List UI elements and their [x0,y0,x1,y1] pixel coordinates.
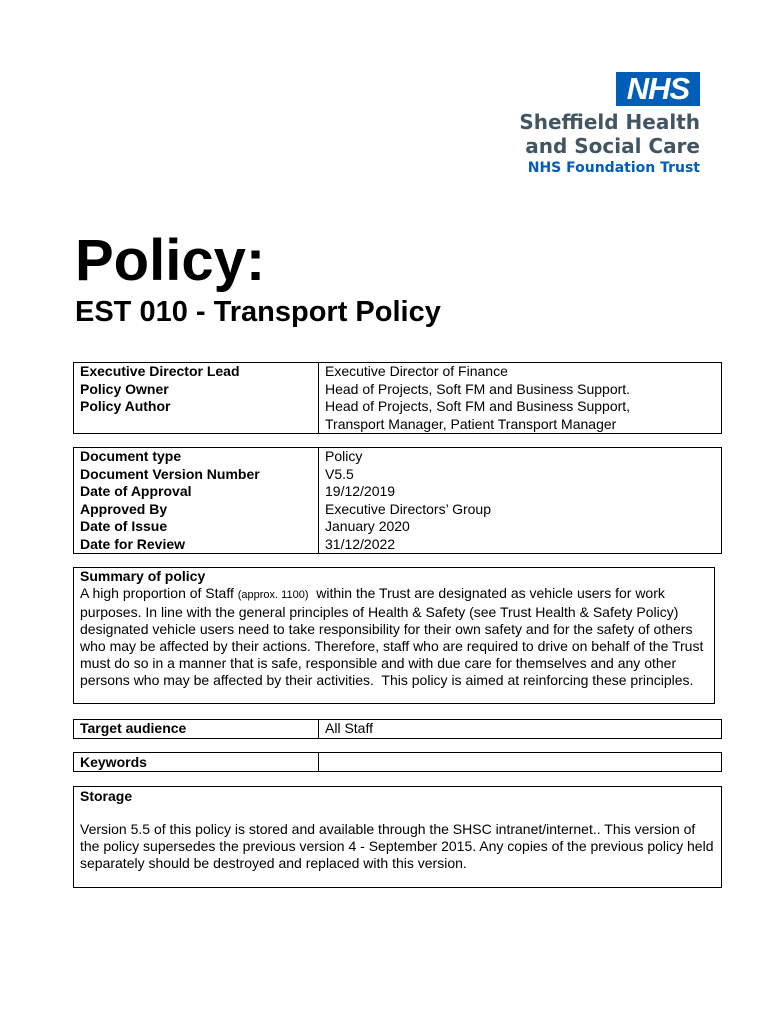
value-keywords [319,753,722,772]
label-document-type: Document type [80,448,182,464]
ownership-labels [74,363,319,434]
document-labels [74,448,319,554]
storage-heading: Storage [80,788,133,804]
value-date-of-issue: January 2020 [325,518,410,534]
value-policy-author-line1: Head of Projects, Soft FM and Business Support, [325,398,631,414]
label-date-of-issue: Date of Issue [80,518,168,534]
value-target-audience: All Staff [319,720,722,739]
summary-box [73,567,715,704]
value-date-for-review: 31/12/2022 [325,535,396,552]
page-title: Policy: [75,228,266,293]
value-policy-owner: Head of Projects, Soft FM and Business Support. [325,380,631,397]
label-document-version: Document Version Number [80,465,260,482]
keywords-table [73,752,722,772]
storage-text: Version 5.5 of this policy is stored and available through the SHSC intranet/internet.. This version of the policy supersedes the previous version 4 - September 2015. Any copies of the previous policy held separately should be destroyed and replaced with this version. [80,821,714,871]
value-policy-author-line2: Transport Manager, Patient Transport Manager [325,415,617,432]
label-target-audience: Target audience [74,720,319,739]
summary-heading: Summary of policy [80,568,206,584]
summary-text [80,585,708,689]
label-date-of-approval: Date of Approval [80,483,192,499]
label-date-for-review: Date for Review [80,535,186,552]
nhs-logo [616,72,700,106]
value-approved-by: Executive Directors’ Group [325,500,491,517]
ownership-table [73,362,722,434]
label-keywords: Keywords [74,753,319,772]
audience-table [73,719,722,739]
summary-text-staff-count: (approx. 1100) [237,589,309,601]
value-document-type: Policy [325,448,363,464]
org-name-line3: NHS Foundation Trust [527,160,700,176]
label-approved-by: Approved By [80,500,168,517]
storage-box [73,786,722,888]
summary-text-pre: A high proportion of Staff [80,585,238,601]
label-policy-author: Policy Author [80,398,171,414]
org-name-line1: Sheffield Health [519,110,700,134]
document-table [73,447,722,554]
label-policy-owner: Policy Owner [80,380,169,397]
value-document-version: V5.5 [325,465,354,482]
label-executive-director-lead: Executive Director Lead [80,363,240,379]
value-executive-director-lead: Executive Director of Finance [325,363,508,379]
value-date-of-approval: 19/12/2019 [325,483,396,499]
document-values [319,448,722,554]
nhs-logo-text: NHS [626,71,690,106]
ownership-values [319,363,722,434]
summary-text-post: within the Trust are designated as vehicle users for work purposes. In line with the general principles of Health & Safety (see Trust Health & Safety Policy) designated vehicle users need to take responsibility for their own safety and for the safety of others who may be affected by their actions. Therefore, staff who are required to drive on behalf of the Trust must do so in a manner that is safe, responsible and with due care for themselves and any other persons who may be affected by their activities. This policy is aimed at reinforcing these principles. [80,585,708,688]
policy-title: EST 010 - Transport Policy [75,296,441,328]
org-name-line2: and Social Care [525,134,700,158]
